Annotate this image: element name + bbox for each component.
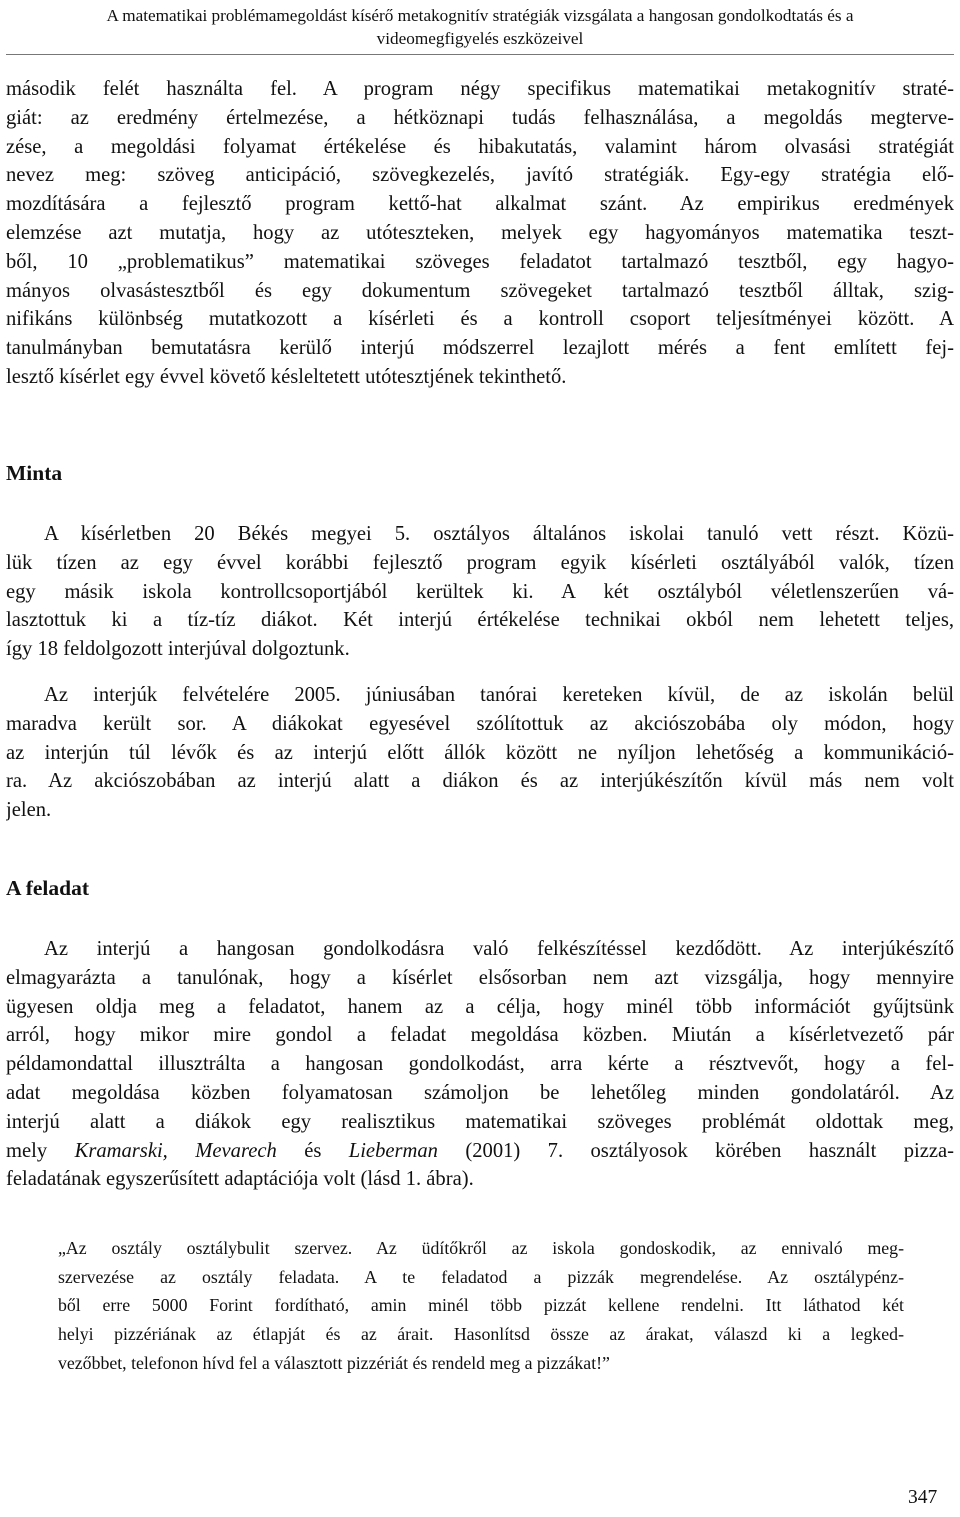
text-line: lasztottuk ki a tíz-tíz diákot. Két interjú értékelése technikai okból nem lehetett teljes,	[6, 609, 954, 632]
text-line: nifikáns különbség mutatkozott a kísérleti és a kontroll csoport teljesítményei között. A	[6, 308, 954, 331]
section-heading-minta: Minta	[6, 461, 63, 485]
section-heading-feladat: A feladat	[6, 876, 90, 900]
header-divider	[6, 54, 954, 55]
page-number: 347	[908, 1487, 938, 1508]
quote-line: ből erre 5000 Forint fordítható, amin minél több pizzát kellene rendelni. Itt láthatod két	[58, 1295, 904, 1316]
text-line: ra. Az akciószobában az interjú alatt a diákon és az interjúkészítőn kívül más nem volt	[6, 770, 954, 793]
text-line: tanulmányban bemutatásra kerülő interjú módszerrel lezajlott mérés a fent említett fej-	[6, 337, 954, 360]
text-span: (2001) 7. osztályosok körében használt pizza-	[437, 1139, 954, 1162]
text-line: mányos olvasástesztből és egy dokumentum szövegeket tartalmazó tesztből álltak, szig-	[6, 279, 954, 302]
minta-paragraph-1	[6, 520, 954, 664]
running-header	[6, 4, 954, 50]
citation-line	[6, 1137, 954, 1166]
text-line: lesztő kísérlet egy évvel követő késleltetett utótesztjének tekinthető.	[6, 365, 567, 388]
text-line: nevez meg: szöveg anticipáció, szövegkezelés, javító stratégiák. Egy-egy stratégia elő-	[6, 164, 954, 187]
author-name: Lieberman	[348, 1139, 438, 1162]
text-line: adat megoldása közben folyamatosan számoljon be lehetőleg minden gondolatáról. Az	[6, 1081, 954, 1104]
quote-line: szervezése az osztály feladata. A te feladatod a pizzák megrendelése. Az osztálypénz-	[58, 1266, 904, 1287]
text-line: második felét használta fel. A program négy specifikus matematikai metakognitív straté-	[6, 78, 954, 100]
text-line: lük tízen az egy évvel korábbi fejlesztő program egyik kísérleti osztályából valók, tízen	[6, 551, 954, 574]
text-line: Az interjúk felvételére 2005. júniusában tanórai kereteken kívül, de az iskolán belül	[44, 684, 954, 706]
running-header-line: videomegfigyelés eszközeivel	[376, 29, 584, 48]
text-line: ügyesen oldja meg a feladatot, hanem az a célja, hogy minél több információt gyűjtsünk	[6, 995, 954, 1018]
text-line: az interjún túl lévők és az interjú előtt állók között ne nyíljon lehetőség a kommunikáció-	[6, 741, 954, 764]
text-line: elemzése azt mutatja, hogy az utóteszteken, melyek egy hagyományos matematika teszt-	[6, 221, 954, 244]
text-line: arról, hogy mikor mire gondol a feladat megoldása közben. Miután a kísérletvezető pár	[6, 1024, 954, 1047]
text-line: példamondattal illusztrálta a hangosan gondolkodást, arra kérte a résztvevőt, hogy a fel-	[6, 1053, 954, 1076]
text-line: ből, 10 „problematikus” matematikai szöveges feladatot tartalmazó tesztből, egy hagyo-	[6, 250, 954, 273]
author-name: Kramarski, Mevarech	[74, 1139, 277, 1162]
text-line: giát: az eredmény értelmezése, a hétköznapi tudás felhasználása, a megoldás megterve-	[6, 106, 954, 129]
text-span: és	[276, 1139, 349, 1162]
text-line: egy másik iskola kontrollcsoportjából kerültek ki. A két osztályból véletlenszerűen vá-	[6, 580, 954, 603]
task-quote	[58, 1234, 904, 1377]
text-line: elmagyarázta a tanulónak, hogy a kísérlet elsősorban nem azt vizsgálja, hogy mennyire	[6, 966, 954, 989]
text-span: mely	[6, 1139, 75, 1162]
minta-paragraph-2	[6, 681, 954, 825]
running-header-line: A matematikai problémamegoldást kísérő metakognitív stratégiák vizsgálata a hangosan gondolkodtatás és a	[106, 6, 854, 25]
text-line: zése, a megoldási folyamat értékelése és hibakutatás, valamint három olvasási stratégiát	[6, 135, 954, 158]
quote-line: „Az osztály osztálybulit szervez. Az üdítőkről az iskola gondoskodik, az ennivaló meg-	[58, 1238, 904, 1258]
text-line: A kísérletben 20 Békés megyei 5. osztályos általános iskolai tanuló vett részt. Közü-	[44, 523, 954, 545]
quote-line: vezőbbet, telefonon hívd fel a választott pizzériát és rendeld meg a pizzákat!”	[58, 1352, 610, 1373]
text-line: jelen.	[6, 799, 52, 822]
quote-line: helyi pizzériának az étlapját és az árait. Hasonlítsd össze az árakat, válaszd ki a legked-	[58, 1324, 904, 1345]
text-line: maradva került sor. A diákokat egyesével szólítottuk az akciószobába oly módon, hogy	[6, 712, 954, 735]
feladat-paragraph	[6, 935, 954, 1194]
text-line: feladatának egyszerűsített adaptációja volt (lásd 1. ábra).	[6, 1168, 474, 1191]
text-line: így 18 feldolgozott interjúval dolgoztunk.	[6, 638, 350, 661]
text-line: Az interjú a hangosan gondolkodásra való felkészítéssel kezdődött. Az interjúkészítő	[44, 938, 954, 960]
text-line: mozdítására a fejlesztő program kettő-hat alkalmat szánt. Az empirikus eredmények	[6, 193, 954, 216]
text-line: interjú alatt a diákok egy realisztikus matematikai szöveges problémát oldottak meg,	[6, 1110, 954, 1133]
intro-paragraph	[6, 75, 954, 392]
